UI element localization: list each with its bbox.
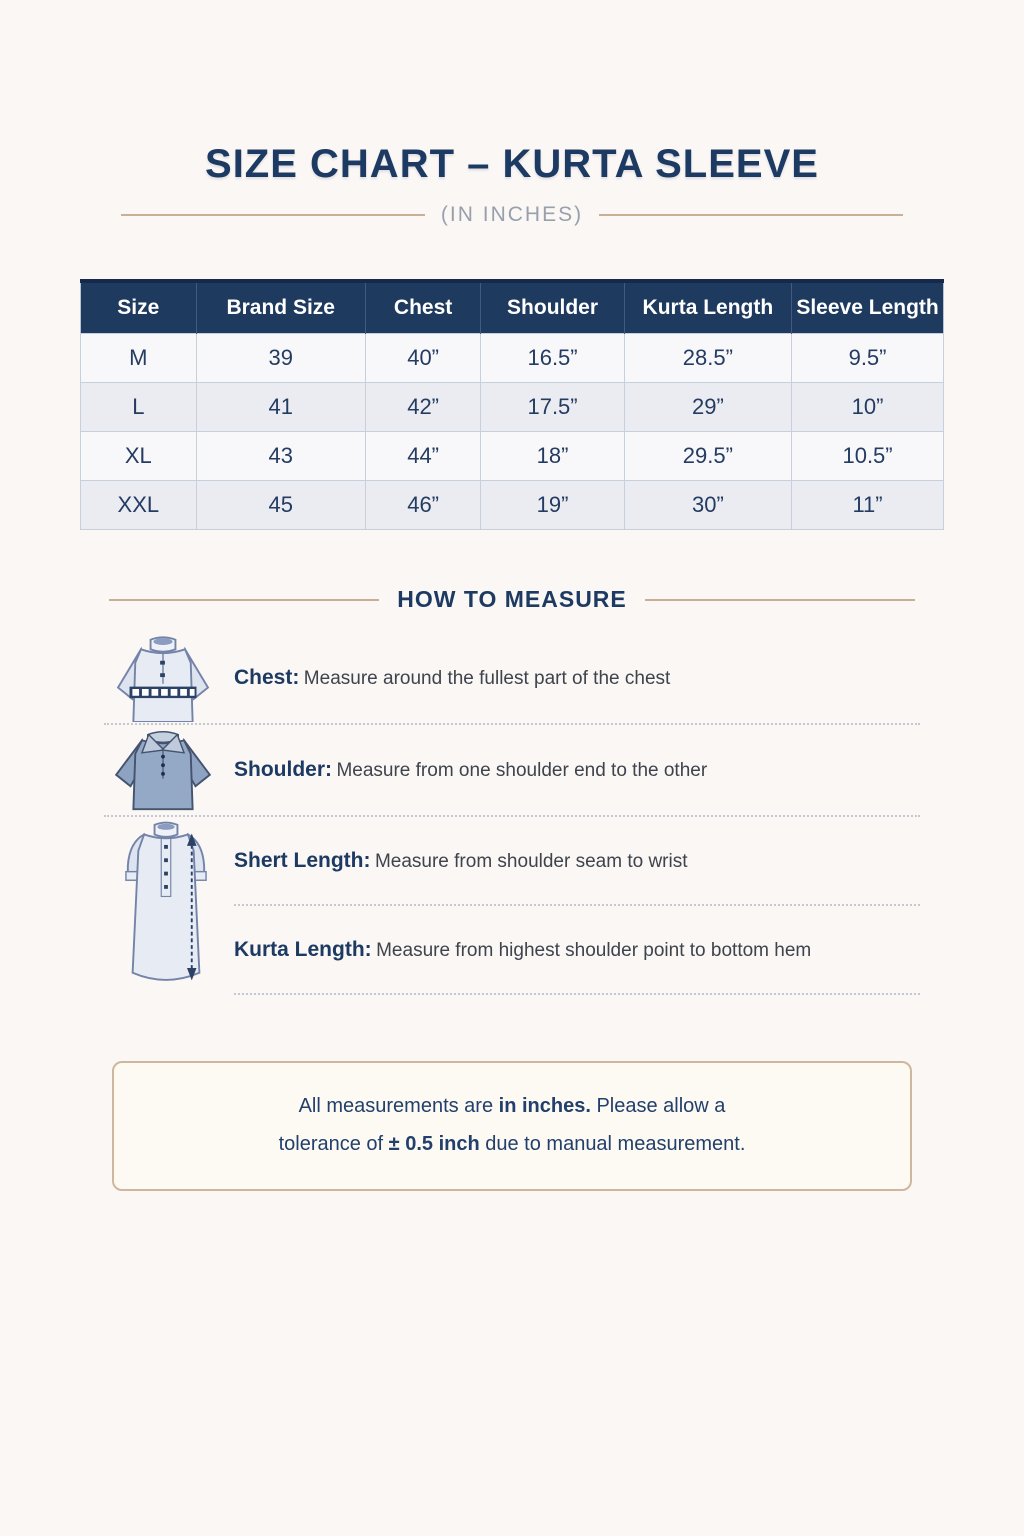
divider-line-right: [645, 599, 915, 601]
measure-description: Measure from shoulder seam to wrist: [374, 850, 688, 872]
cell-kurta-length: 29.5”: [624, 432, 791, 481]
how-to-measure-heading-row: [109, 586, 915, 613]
kurta-length-icon: [104, 817, 234, 997]
note-text: Please allow a: [590, 1095, 726, 1117]
cell-brand-size: 45: [196, 481, 365, 530]
length-texts: [234, 817, 920, 997]
cell-sleeve-length: 10.5”: [792, 432, 944, 481]
measure-description: Measure from one shoulder end to the other: [336, 760, 708, 781]
cell-size: L: [81, 383, 197, 432]
cell-size: M: [81, 334, 197, 383]
measure-item-kurta-length: [234, 906, 920, 995]
page-title: SIZE CHART – KURTA SLEEVE: [205, 142, 819, 186]
cell-sleeve-length: 9.5”: [792, 334, 944, 383]
divider-line-right: [599, 214, 903, 216]
table-row-xl: [81, 432, 944, 481]
measure-label: Kurta Length:: [234, 937, 372, 961]
note-text: All measurements are: [298, 1095, 499, 1117]
table-row-m: [81, 334, 944, 383]
cell-shoulder: 17.5”: [481, 383, 624, 432]
measure-item-shert-length: [234, 817, 920, 906]
measure-item-shoulder: [104, 725, 920, 817]
cell-sleeve-length: 11”: [792, 481, 944, 530]
cell-kurta-length: 30”: [624, 481, 791, 530]
polo-shoulder-icon: [104, 727, 234, 813]
cell-brand-size: 41: [196, 383, 365, 432]
subtitle-row: [121, 203, 903, 227]
cell-kurta-length: 28.5”: [624, 334, 791, 383]
measure-description: Measure from highest shoulder point to bottom hem: [376, 939, 812, 961]
measure-label: Chest:: [234, 666, 300, 689]
col-header-shoulder: Shoulder: [481, 281, 624, 334]
cell-kurta-length: 29”: [624, 383, 791, 432]
measure-item-lengths: [104, 817, 920, 997]
tolerance-note-box: [112, 1061, 912, 1191]
note-line-1: [134, 1087, 890, 1125]
measure-text: [234, 938, 811, 962]
cell-shoulder: 19”: [481, 481, 624, 530]
note-bold-inches: in inches.: [498, 1095, 591, 1117]
cell-shoulder: 16.5”: [481, 334, 624, 383]
cell-chest: 40”: [365, 334, 481, 383]
cell-chest: 42”: [365, 383, 481, 432]
cell-brand-size: 39: [196, 334, 365, 383]
measure-item-chest: [104, 633, 920, 725]
measure-text: [234, 849, 688, 873]
cell-size: XXL: [81, 481, 197, 530]
col-header-size: Size: [81, 281, 197, 334]
table-row-xxl: [81, 481, 944, 530]
note-text: due to manual measurement.: [479, 1133, 746, 1155]
col-header-chest: Chest: [365, 281, 481, 334]
col-header-brand-size: Brand Size: [196, 281, 365, 334]
size-table: [80, 279, 944, 530]
cell-chest: 46”: [365, 481, 481, 530]
table-row-l: [81, 383, 944, 432]
how-to-measure-heading: HOW TO MEASURE: [397, 586, 627, 612]
cell-size: XL: [81, 432, 197, 481]
divider-line-left: [121, 214, 425, 216]
measure-text: [234, 666, 670, 690]
measure-label: Shert Length:: [234, 848, 371, 872]
cell-shoulder: 18”: [481, 432, 624, 481]
measure-list: [104, 633, 920, 997]
cell-brand-size: 43: [196, 432, 365, 481]
measure-label: Shoulder:: [234, 758, 332, 781]
col-header-kurta-length: Kurta Length: [624, 281, 791, 334]
note-line-2: [134, 1125, 890, 1163]
measure-description: Measure around the fullest part of the chest: [303, 668, 671, 689]
cell-sleeve-length: 10”: [792, 383, 944, 432]
table-header-row: [81, 281, 944, 334]
divider-line-left: [109, 599, 379, 601]
col-header-sleeve-length: Sleeve Length: [792, 281, 944, 334]
note-bold-tolerance: ± 0.5 inch: [388, 1133, 480, 1155]
kurta-chest-icon: [104, 634, 234, 722]
measure-text: [234, 758, 707, 782]
note-text: tolerance of: [278, 1133, 389, 1155]
cell-chest: 44”: [365, 432, 481, 481]
page-subtitle: (IN INCHES): [440, 203, 584, 226]
